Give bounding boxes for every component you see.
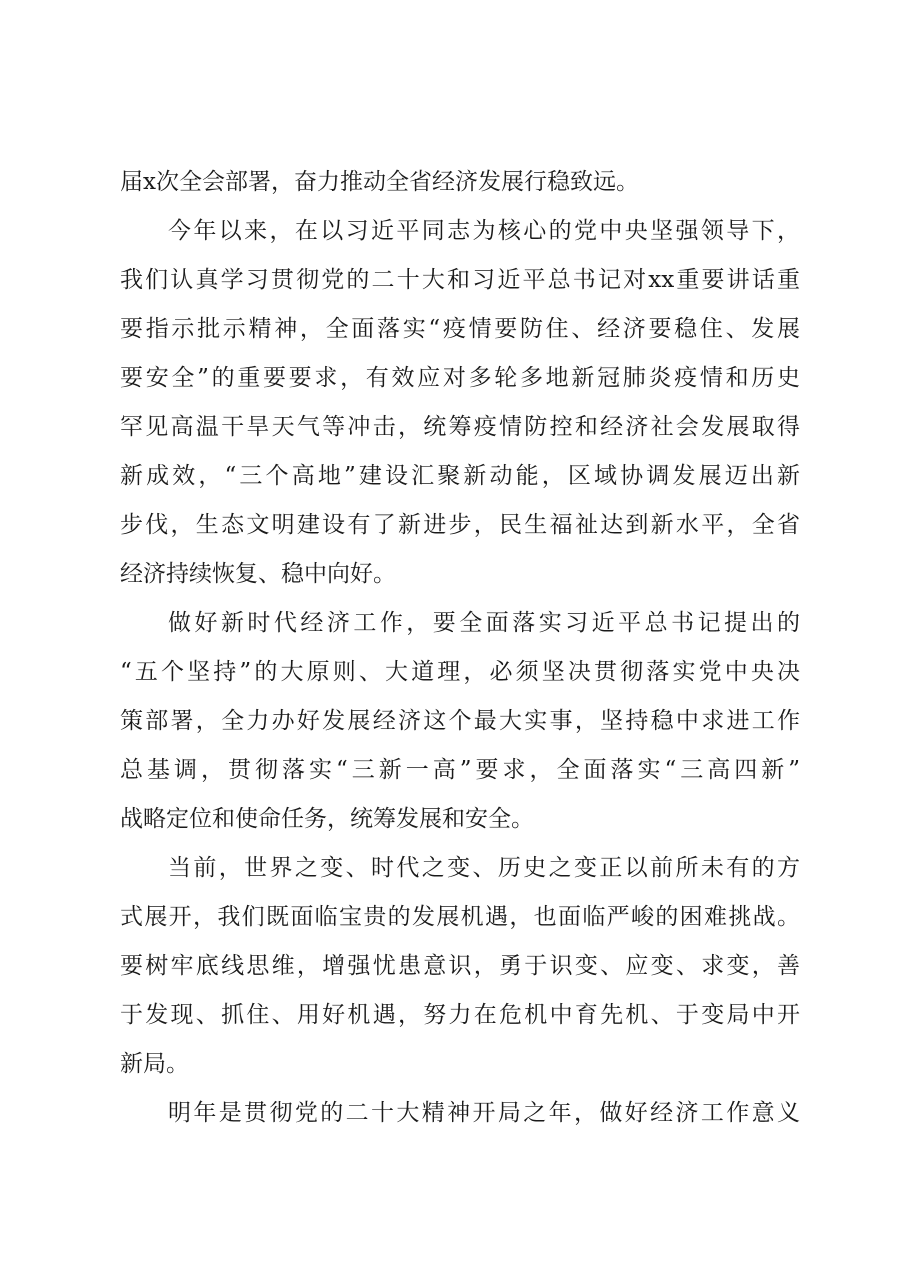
text-line: 做好新时代经济工作，要全面落实习近平总书记提出的 <box>168 610 800 636</box>
text-line: 要指示批示精神，全面落实“疫情要防住、经济要稳住、发展 <box>120 316 800 342</box>
paragraph-2 <box>120 207 800 599</box>
text-line: “五个坚持”的大原则、大道理，必须坚决贯彻落实党中央决 <box>120 659 800 685</box>
text-line: 当前，世界之变、时代之变、历史之变正以前所未有的方 <box>168 855 800 881</box>
text-line: 步伐，生态文明建设有了新进步，民生福祉达到新水平，全省 <box>120 512 800 538</box>
text-line: 经济持续恢复、稳中向好。 <box>120 561 396 587</box>
text-line: 于发现、抓住、用好机遇，努力在危机中育先机、于变局中开 <box>120 1002 800 1028</box>
text-line: 今年以来，在以习近平同志为核心的党中央坚强领导下， <box>168 218 800 244</box>
text-line: 要树牢底线思维，增强忧患意识，勇于识变、应变、求变，善 <box>120 953 800 979</box>
text-line: 届x次全会部署，奋力推动全省经济发展行稳致远。 <box>120 169 639 195</box>
document-body <box>120 158 800 1138</box>
text-line: 明年是贯彻党的二十大精神开局之年，做好经济工作意义 <box>168 1100 800 1126</box>
text-line: 要安全”的重要要求，有效应对多轮多地新冠肺炎疫情和历史 <box>120 365 800 391</box>
paragraph-4 <box>120 844 800 1089</box>
paragraph-1 <box>120 158 800 207</box>
text-line: 策部署，全力办好发展经济这个最大实事，坚持稳中求进工作 <box>120 708 800 734</box>
text-line: 总基调，贯彻落实“三新一高”要求，全面落实“三高四新” <box>120 757 800 783</box>
text-line: 新局。 <box>120 1051 189 1077</box>
text-line: 战略定位和使命任务，统筹发展和安全。 <box>120 806 534 832</box>
text-line: 式展开，我们既面临宝贵的发展机遇，也面临严峻的困难挑战。 <box>120 904 800 930</box>
text-line: 我们认真学习贯彻党的二十大和习近平总书记对xx重要讲话重 <box>120 267 800 293</box>
paragraph-3 <box>120 599 800 844</box>
text-line: 新成效，“三个高地”建设汇聚新动能，区域协调发展迈出新 <box>120 463 800 489</box>
text-line: 罕见高温干旱天气等冲击，统筹疫情防控和经济社会发展取得 <box>120 414 800 440</box>
paragraph-5 <box>120 1089 800 1138</box>
